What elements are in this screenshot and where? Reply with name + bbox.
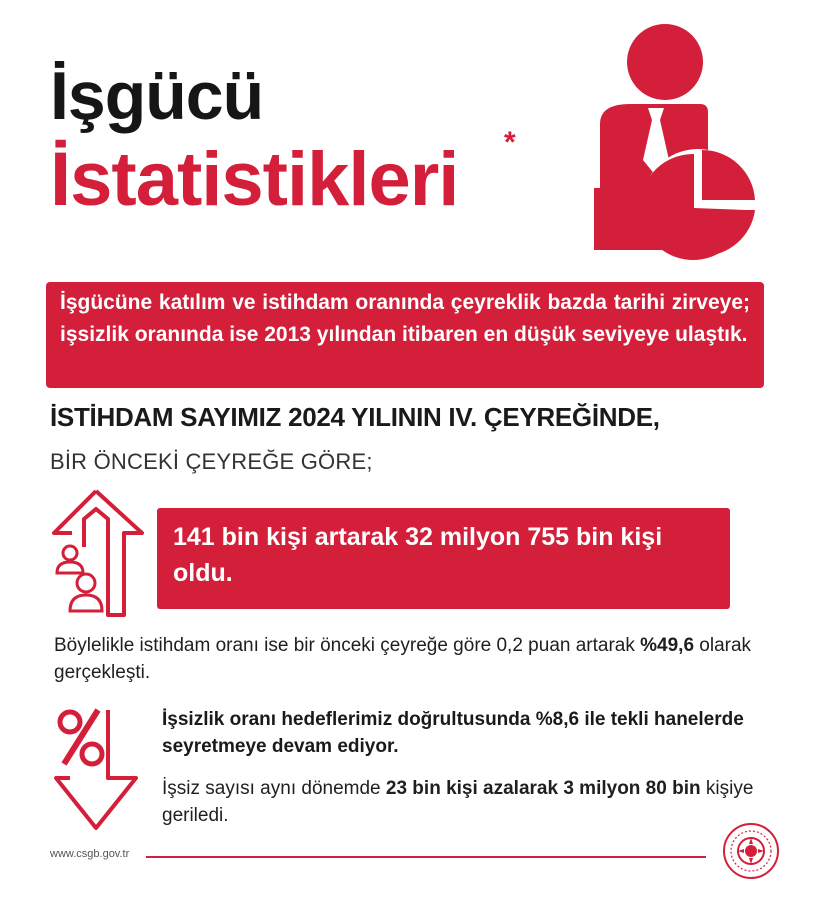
rate-value: %49,6 (640, 635, 695, 656)
website-link[interactable]: www.csgb.gov.tr (50, 848, 130, 860)
percent-down-arrow-icon (50, 704, 145, 834)
employment-stat-box: 141 bin kişi artarak 32 milyon 755 bin kişi oldu. (157, 508, 730, 609)
unemployment-subtext (162, 775, 762, 829)
employment-subheading: BİR ÖNCEKİ ÇEYREĞE GÖRE; (50, 449, 373, 474)
unemployment-heading: İşsizlik oranı hedeflerimiz doğrultusunda %8,6 ile tekli hanelerde seyretmeye devam ediyor. (162, 709, 744, 757)
title-line-2: İstatistikleri (50, 137, 459, 222)
employment-heading: İSTİHDAM SAYIMIZ 2024 YILININ IV. ÇEYREĞİNDE, (50, 402, 660, 432)
title-asterisk: * (504, 126, 516, 159)
unemp-bold-value: 23 bin kişi azalarak 3 milyon 80 bin (385, 778, 701, 799)
rate-text-before: Böylelikle istihdam oranı ise bir önceki çeyreğe göre 0,2 puan artarak (54, 635, 641, 656)
unemp-text-after: kişiye geriledi. (162, 778, 754, 826)
employment-rate-paragraph (54, 632, 774, 686)
headline-banner: İşgücüne katılım ve istihdam oranında çeyreklik bazda tarihi zirveye; işsizlik oranında ise 2013 yılından itibaren en düşük seviyeye ulaştık. (46, 282, 764, 388)
unemp-text-before: İşsiz sayısı aynı dönemde (162, 778, 386, 799)
ministry-seal-icon (722, 822, 780, 880)
title-line-1: İşgücü (50, 58, 264, 134)
up-arrow-people-icon (52, 487, 148, 619)
rate-text-after: olarak gerçekleşti. (54, 635, 752, 683)
footer-divider (146, 856, 706, 858)
person-pie-chart-icon (590, 20, 770, 260)
